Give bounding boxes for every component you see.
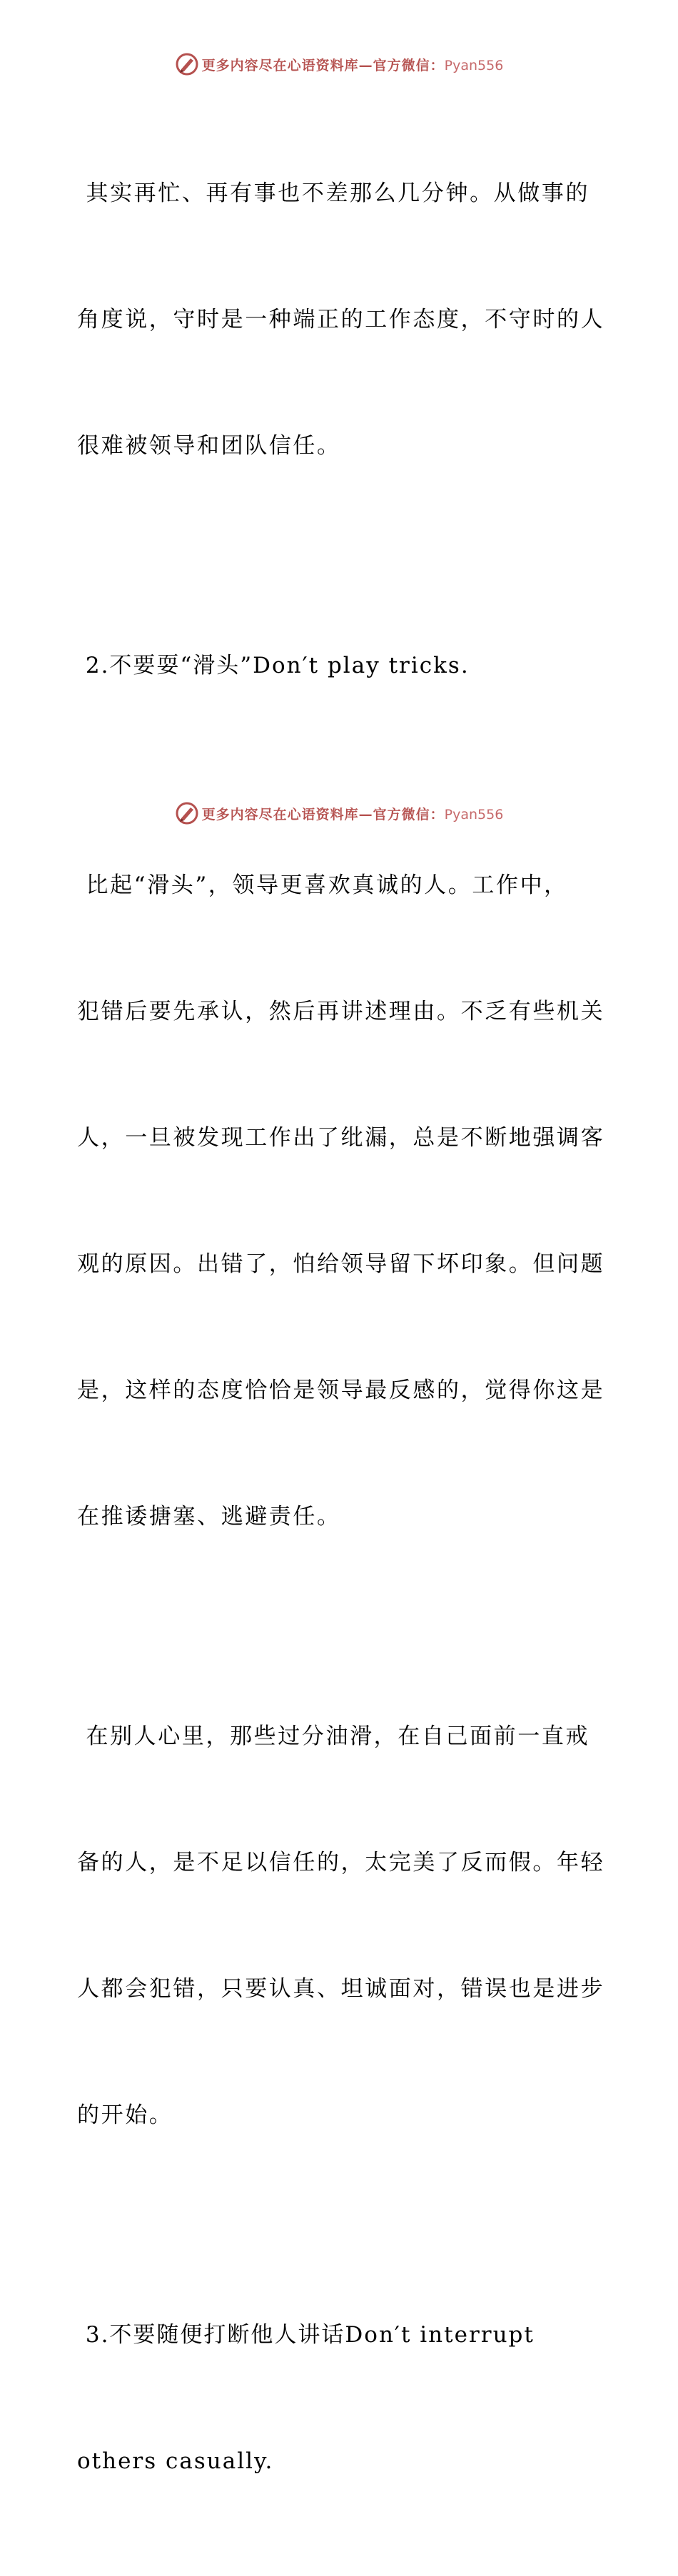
text-line: 的开始。 (77, 2102, 173, 2128)
text-line: 人都会犯错，只要认真、坦诚面对，错误也是进步 (77, 1976, 605, 2002)
watermark-text (202, 804, 504, 823)
pen-logo-icon (175, 52, 199, 76)
text-line: 备的人，是不足以信任的，太完美了反而假。年轻 (77, 1850, 605, 1875)
watermark-header (0, 51, 678, 77)
text-line: 很难被领导和团队信任。 (77, 433, 341, 459)
watermark-footer (0, 800, 678, 826)
watermark-id: Pyan556 (444, 806, 504, 823)
text-line: 人，一旦被发现工作出了纰漏，总是不断地强调客 (77, 1125, 605, 1151)
section-heading-3 (70, 2230, 612, 2567)
pen-logo-icon (175, 801, 199, 825)
text-line: 在推诿搪塞、逃避责任。 (77, 1504, 341, 1529)
text-line: 比起“滑头”，领导更喜欢真诚的人。工作中， (77, 872, 568, 898)
text-line: 其实再忙、再有事也不差那么几分钟。从做事的 (77, 180, 590, 206)
watermark-label: 更多内容尽在心语资料库—官方微信： (201, 57, 445, 73)
watermark-label: 更多内容尽在心语资料库—官方微信： (201, 806, 445, 823)
heading-text: others casually. (77, 2448, 274, 2474)
heading-text: 2.不要耍“滑头”Don′t play tricks. (77, 653, 470, 678)
watermark-id: Pyan556 (444, 57, 504, 73)
paragraph-punctuality (70, 88, 612, 551)
text-line: 是，这样的态度恰恰是领导最反感的，觉得你这是 (77, 1378, 605, 1403)
text-line: 角度说，守时是一种端正的工作态度，不守时的人 (77, 307, 605, 332)
paragraph-trust (70, 1631, 612, 2221)
heading-text: 3.不要随便打断他人讲话Don′t interrupt (77, 2322, 535, 2348)
text-line: 观的原因。出错了，怕给领导留下坏印象。但问题 (77, 1251, 605, 1277)
paragraph-sincerity (70, 780, 612, 1622)
text-line: 在别人心里，那些过分油滑，在自己面前一直戒 (77, 1724, 590, 1749)
section-heading-2 (70, 561, 612, 771)
text-line: 犯错后要先承认，然后再讲述理由。不乏有些机关 (77, 999, 605, 1024)
document-body (70, 88, 612, 2576)
watermark-text (202, 55, 504, 74)
